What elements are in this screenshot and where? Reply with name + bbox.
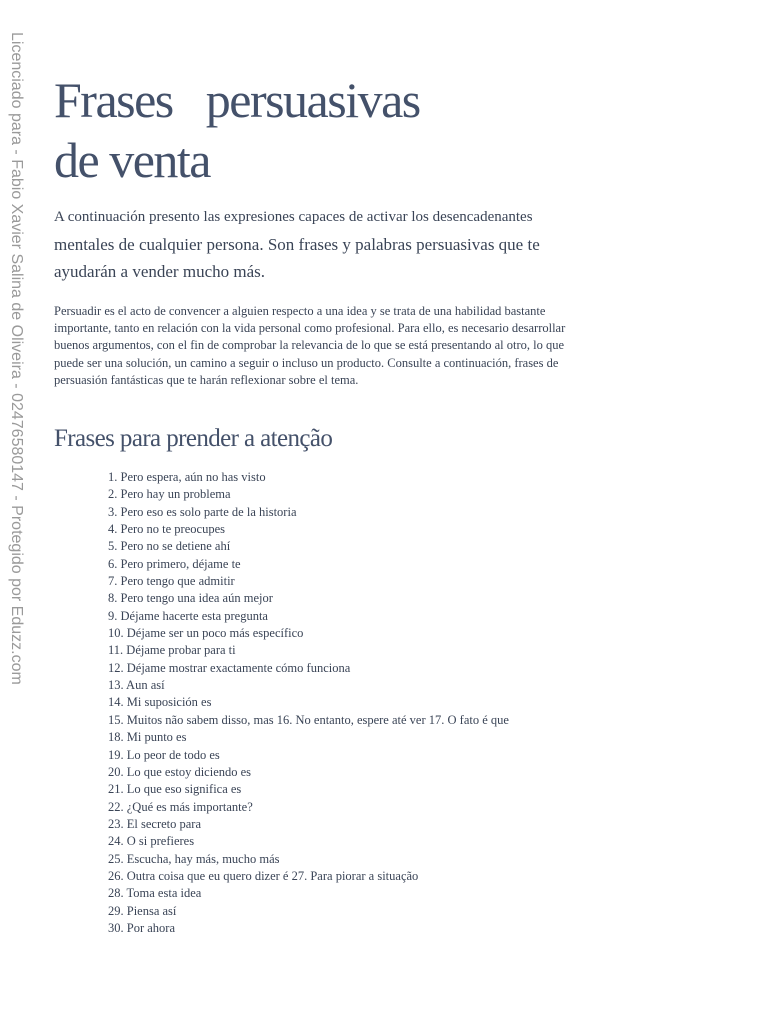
list-item: 30. Por ahora [108,920,175,935]
list-item: 11. Déjame probar para ti [108,643,236,658]
list-item: 2. Pero hay un problema [108,487,231,502]
list-item: 7. Pero tengo que admitir [108,574,235,589]
title-line-1: Frases persuasivas [54,72,420,128]
list-item: 24. O si prefieres [108,834,195,849]
document-title [54,70,584,190]
list-item: 8. Pero tengo una idea aún mejor [108,591,273,606]
document-content [54,70,584,937]
list-item: 13. Aun así [108,678,165,693]
list-item: 20. Lo que estoy diciendo es [108,764,252,779]
section-title: Frases para prender a atenção [54,425,333,453]
intro-first-line: A continuación presento las expresiones capaces de activar los desencadenantes [54,209,533,225]
list-item: 22. ¿Qué es más importante? [108,799,253,814]
list-item: 21. Lo que eso significa es [108,782,242,797]
list-item: 5. Pero no se detiene ahí [108,539,231,554]
intro-rest: mentales de cualquier persona. Son frases y palabras persuasivas que te ayudarán a vender mucho más. [54,235,540,281]
phrase-list [54,469,668,937]
list-item: 14. Mi suposición es [108,695,212,710]
list-item: 19. Lo peor de todo es [108,747,220,762]
license-watermark: Licenciado para - Fabio Xavier Salina de Oliveira - 02476580147 - Protegido por Eduzz.com [8,32,25,685]
list-item: 23. El secreto para [108,816,202,831]
list-item: 1. Pero espera, aún no has visto [108,470,266,485]
list-item: 6. Pero primero, déjame te [108,556,241,571]
list-item: 29. Piensa así [108,903,177,918]
list-item: 9. Déjame hacerte esta pregunta [108,608,268,623]
title-line-2: de venta [54,132,210,188]
list-item: 15. Muitos não sabem disso, mas 16. No entanto, espere até ver 17. O fato é que [108,712,509,727]
list-item: 26. Outra coisa que eu quero dizer é 27. Para piorar a situação [108,868,419,883]
intro-paragraph [54,202,584,285]
list-item: 12. Déjame mostrar exactamente cómo funciona [108,660,351,675]
list-item: 25. Escucha, hay más, mucho más [108,851,280,866]
list-item: 10. Déjame ser un poco más específico [108,626,304,641]
body-paragraph: Persuadir es el acto de convencer a alguien respecto a una idea y se trata de una habilidad bastante importante, tanto en relación con la vida personal como profesional. Para ello, es necesario desarrollar buenos argumentos, con el fin de comprobar la relevancia de lo que se está presentando al otro, lo que puede ser una solución, un camino a seguir o incluso un producto. Consulte a continuación, frases de persuasión fantásticas que te harán reflexionar sobre el tema. [54,304,566,387]
list-item: 3. Pero eso es solo parte de la historia [108,504,297,519]
list-item: 4. Pero no te preocupes [108,522,225,537]
list-item: 28. Toma esta idea [108,886,202,901]
list-item: 18. Mi punto es [108,730,187,745]
